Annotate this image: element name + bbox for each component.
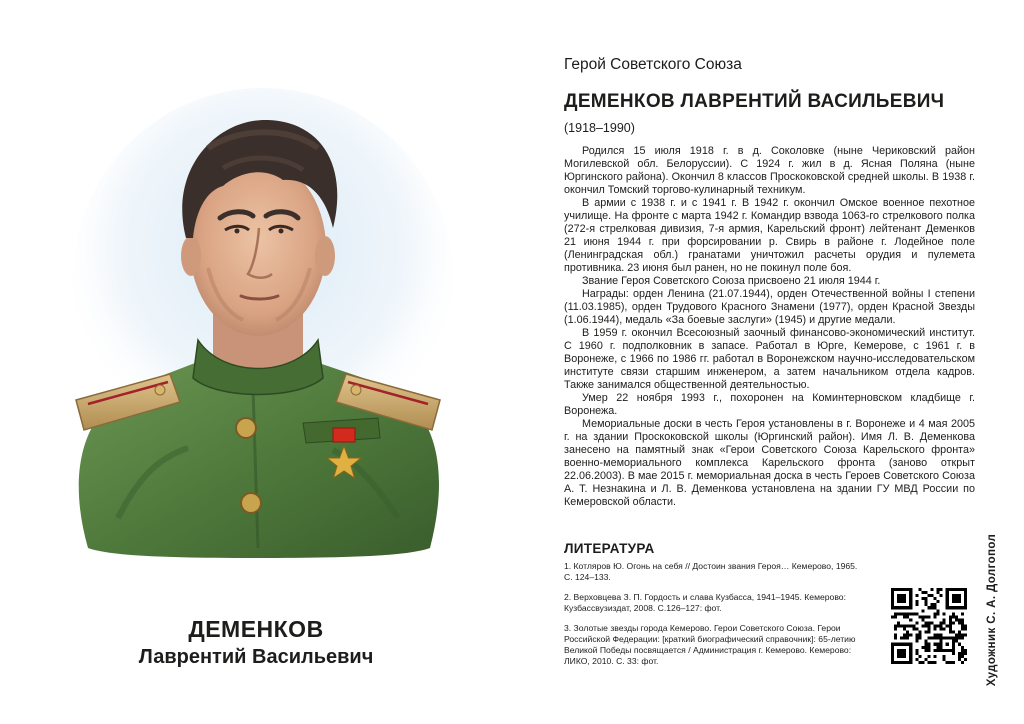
bio-paragraph: Мемориальные доски в честь Героя установлены в г. Воронеже и 4 мая 2005 г. на здании Проскоковской школы (Юргинский район). Имя Л. В. Деменкова занесено на памятный знак «Герои Советского Союза Карельского фронта» военно-мемориального комплекса Карельского фронта (заново открыт 22.06.2003). В мае 2015 г. мемориальная доска в честь Героев Советского Союза А. Т. Незнакина и Л. В. Деменкова установлена на здании ГУ МВД России по Кемеровской области. [564, 418, 975, 508]
bio-paragraph: В 1959 г. окончил Всесоюзный заочный финансово-экономический институт. С 1960 г. подполковник в запасе. Работал в Юрге, Кемерове, с 1961 г. в Воронеже, с 1966 по 1986 гг. работал в Воронежском научно-исследовательском институте связи старшим инженером, а затем начальником отдела кадров. Также занимался общественной деятельностью. [564, 327, 975, 391]
biography-panel [512, 0, 1024, 724]
portrait-caption-surname: ДЕМЕНКОВ [188, 616, 324, 642]
bio-paragraph: Родился 15 июля 1918 г. в д. Соколовке (ныне Чериковский район Могилевской обл. Белоруссии). С 1924 г. жил в д. Ясная Поляна (ныне Юргинского района). Окончил 8 классов Проскоковской средней школы. В 1938 г. окончил Томский торгово-кулинарный техникум. [564, 145, 975, 196]
bio-paragraph: Награды: орден Ленина (21.07.1944), орден Отечественной войны I степени (11.03.1985), орден Трудового Красного Знамени (1977), орден Красной Звезды (1.06.1944), медаль «За боевые заслуги» (1945) и другие медали. [564, 288, 975, 326]
hero-title-subtitle: Герой Советского Союза [564, 56, 742, 73]
bio-paragraph: В армии с 1938 г. и с 1941 г. В 1942 г. окончил Омское военное пехотное училище. На фронте с марта 1942 г. Командир взвода 1063-го стрелкового полка (272-я стрелковая дивизия, 7-я армия, Карельский фронт) лейтенант Деменков 21 июня 1944 г. при форсировании р. Свирь в районе г. Лодейное поле (Ленинградская обл.) гранатами уничтожил расчеты орудия и пулемета противника. 23 июня был ранен, но не покинул поле боя. [564, 197, 975, 274]
literature-heading: ЛИТЕРАТУРА [564, 541, 655, 556]
biography-text [564, 145, 975, 509]
page-title: ДЕМЕНКОВ ЛАВРЕНТИЙ ВАСИЛЬЕВИЧ [564, 91, 945, 112]
qr-code-icon[interactable] [891, 588, 967, 664]
life-years: (1918–1990) [564, 121, 635, 135]
portrait-caption-name: Лаврентий Васильевич [138, 646, 374, 668]
literature-item: 1. Котляров Ю. Огонь на себя // Достоин звания Героя… Кемерово, 1965. С. 124–133. [564, 561, 858, 582]
literature-item: 3. Золотые звезды города Кемерово. Герои Советского Союза. Герои Российской Федерации: [краткий биографический справочник]: 65-летию Великой Победы посвящается / Администрация г. Кемерово. Кемерово: ЛИКО, 2010. С. 33: фот. [564, 623, 856, 666]
literature-list [564, 561, 864, 676]
bio-paragraph: Звание Героя Советского Союза присвоено 21 июля 1944 г. [582, 275, 881, 287]
artist-credit-text: Художник С. А. Долгопол [986, 533, 998, 687]
portrait-illustration [48, 78, 468, 558]
literature-item: 2. Верховцева З. П. Гордость и слава Кузбасса, 1941–1945. Кемерово: Кузбассвузиздат, 2008. С.126–127: фот. [564, 592, 846, 613]
bio-paragraph: Умер 22 ноября 1993 г., похоронен на Коминтерновском кладбище г. Воронежа. [564, 392, 975, 417]
